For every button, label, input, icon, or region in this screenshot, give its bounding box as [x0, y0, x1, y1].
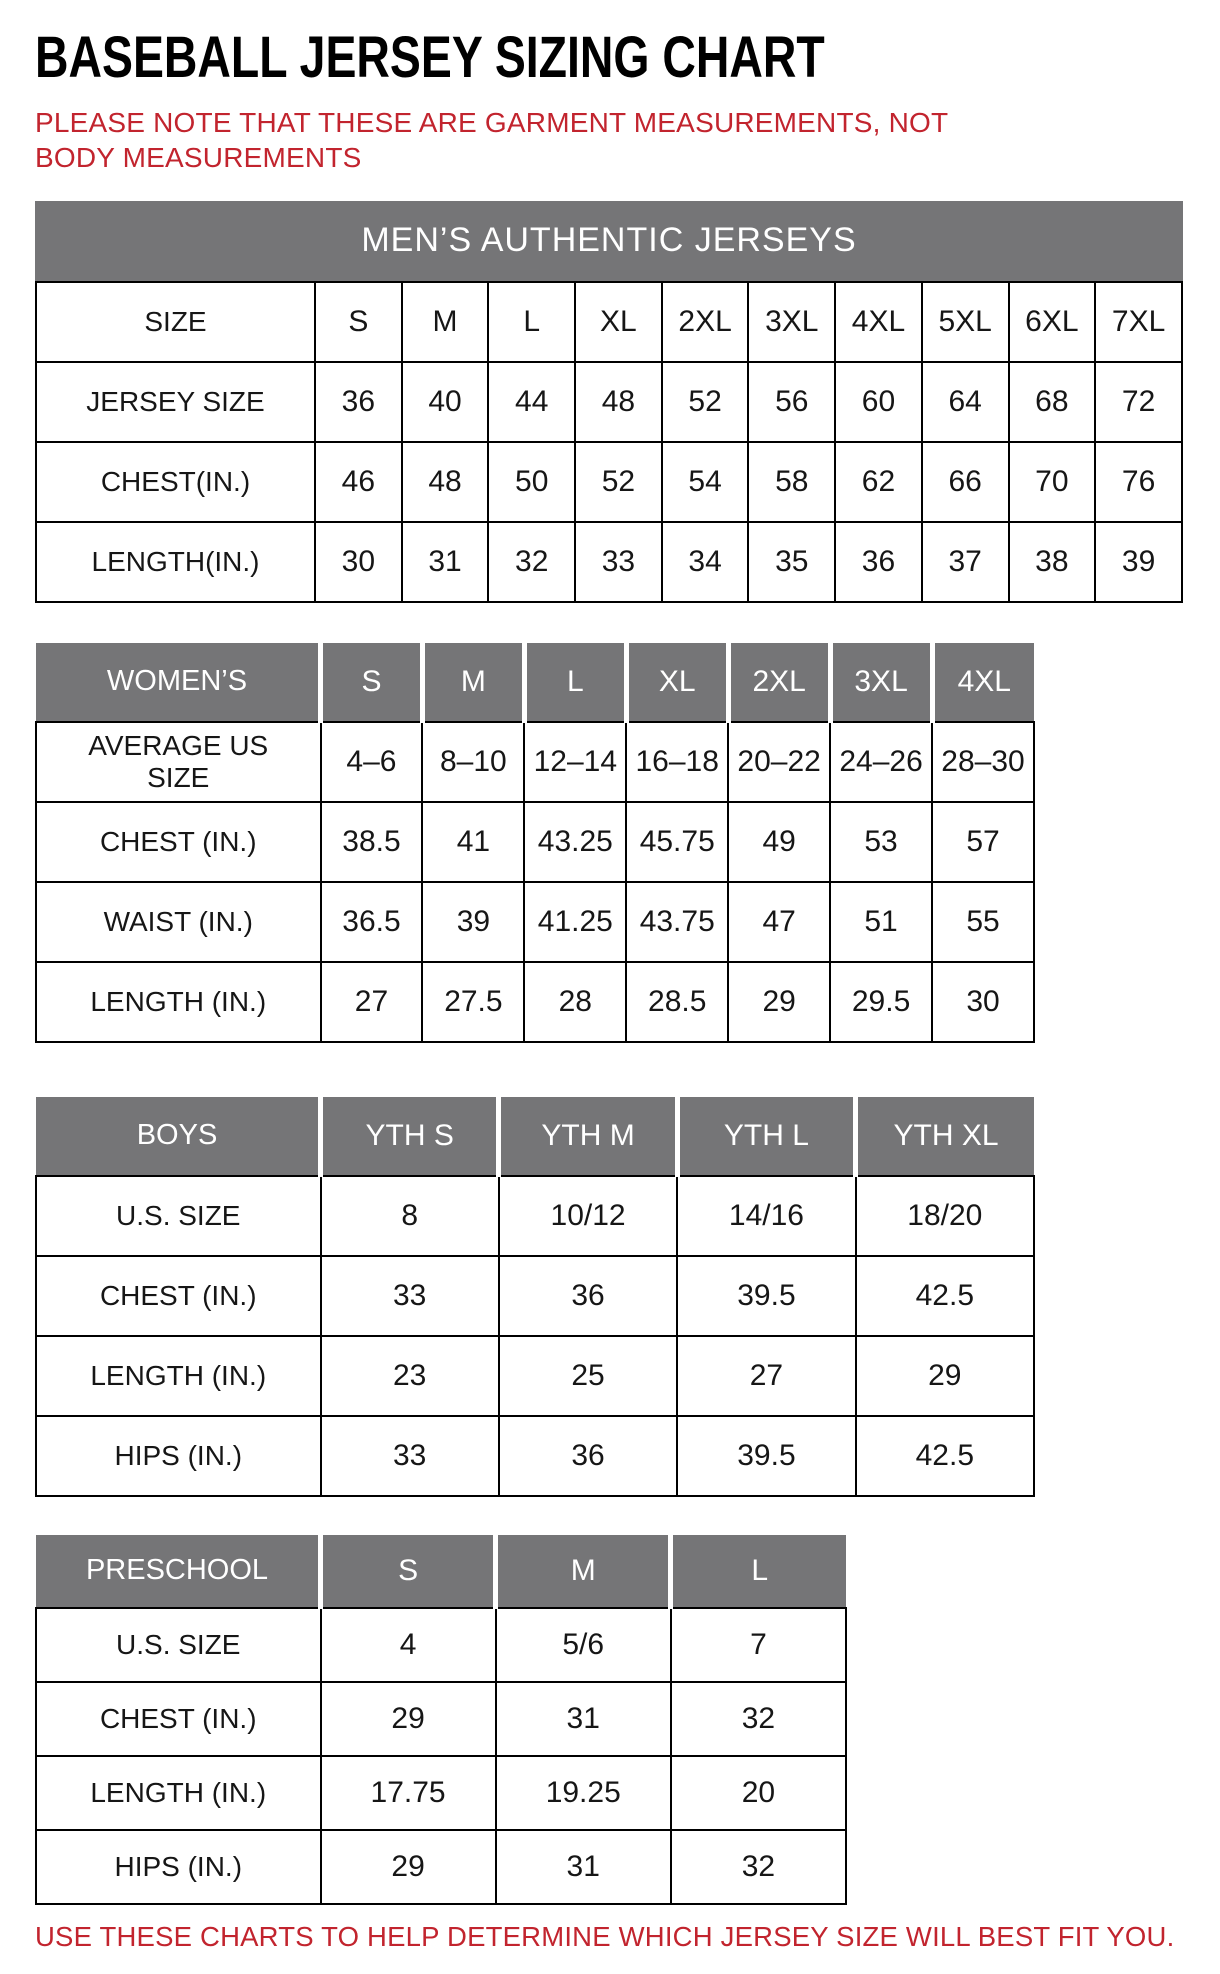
sizing-table — [35, 643, 1035, 1043]
table-row — [36, 1336, 1034, 1416]
header-size-cell: L — [671, 1535, 846, 1608]
value-cell: 20 — [671, 1756, 846, 1830]
value-cell: 30 — [932, 962, 1034, 1042]
table-header-row — [36, 643, 1034, 722]
row-label-cell: LENGTH (IN.) — [36, 1756, 321, 1830]
table-row — [36, 442, 1182, 522]
value-cell: 32 — [671, 1682, 846, 1756]
header-size-cell: XL — [626, 643, 728, 722]
value-cell: 4–6 — [321, 722, 423, 802]
sizing-table — [35, 281, 1183, 603]
value-cell: 29 — [321, 1830, 496, 1904]
value-cell: 8–10 — [422, 722, 524, 802]
header-size-cell: M — [422, 643, 524, 722]
value-cell: 28.5 — [626, 962, 728, 1042]
preschool-sizing-table — [35, 1535, 1185, 1905]
value-cell: 36 — [835, 522, 922, 602]
value-cell: 27 — [677, 1336, 855, 1416]
value-cell: 23 — [321, 1336, 499, 1416]
value-cell: S — [315, 282, 402, 362]
value-cell: 49 — [728, 802, 830, 882]
value-cell: 25 — [499, 1336, 677, 1416]
row-label-cell: LENGTH(IN.) — [36, 522, 315, 602]
header-size-cell: 2XL — [728, 643, 830, 722]
sizing-table — [35, 1535, 847, 1905]
value-cell: 29 — [728, 962, 830, 1042]
header-size-cell: M — [496, 1535, 671, 1608]
value-cell: 38 — [1009, 522, 1096, 602]
value-cell: 19.25 — [496, 1756, 671, 1830]
value-cell: 38.5 — [321, 802, 423, 882]
row-label-cell: JERSEY SIZE — [36, 362, 315, 442]
value-cell: 46 — [315, 442, 402, 522]
garment-measurements-note: PLEASE NOTE THAT THESE ARE GARMENT MEASUREMENTS, NOT BODY MEASUREMENTS — [35, 106, 948, 173]
value-cell: 8 — [321, 1176, 499, 1256]
value-cell: 36 — [499, 1416, 677, 1496]
table-row — [36, 1756, 846, 1830]
value-cell: 40 — [402, 362, 489, 442]
row-label-cell: WAIST (IN.) — [36, 882, 321, 962]
table-row — [36, 882, 1034, 962]
value-cell: 68 — [1009, 362, 1096, 442]
value-cell: 72 — [1095, 362, 1182, 442]
header-size-cell: 4XL — [932, 643, 1034, 722]
value-cell: 36.5 — [321, 882, 423, 962]
value-cell: 33 — [321, 1256, 499, 1336]
value-cell: 18/20 — [856, 1176, 1034, 1256]
row-label-cell: LENGTH (IN.) — [36, 1336, 321, 1416]
value-cell: 52 — [662, 362, 749, 442]
header-label-cell: WOMEN’S — [36, 643, 321, 722]
value-cell: 47 — [728, 882, 830, 962]
value-cell: 56 — [748, 362, 835, 442]
header-size-cell: S — [321, 1535, 496, 1608]
value-cell: 62 — [835, 442, 922, 522]
table-row — [36, 282, 1182, 362]
row-label-cell: CHEST(IN.) — [36, 442, 315, 522]
value-cell: L — [488, 282, 575, 362]
table-row — [36, 1830, 846, 1904]
header-size-cell: 3XL — [830, 643, 932, 722]
value-cell: 29.5 — [830, 962, 932, 1042]
value-cell: 31 — [496, 1830, 671, 1904]
value-cell: 66 — [922, 442, 1009, 522]
value-cell: 16–18 — [626, 722, 728, 802]
value-cell: 55 — [932, 882, 1034, 962]
row-label-cell: CHEST (IN.) — [36, 802, 321, 882]
value-cell: 14/16 — [677, 1176, 855, 1256]
row-label-cell: CHEST (IN.) — [36, 1682, 321, 1756]
value-cell: 7XL — [1095, 282, 1182, 362]
value-cell: 52 — [575, 442, 662, 522]
row-label-cell: U.S. SIZE — [36, 1608, 321, 1682]
value-cell: 57 — [932, 802, 1034, 882]
value-cell: 29 — [856, 1336, 1034, 1416]
value-cell: 48 — [402, 442, 489, 522]
header-size-cell: YTH L — [677, 1097, 855, 1176]
mens-sizing-table — [35, 201, 1185, 603]
value-cell: 43.25 — [524, 802, 626, 882]
value-cell: 30 — [315, 522, 402, 602]
value-cell: 45.75 — [626, 802, 728, 882]
value-cell: 64 — [922, 362, 1009, 442]
value-cell: 41.25 — [524, 882, 626, 962]
value-cell: 4XL — [835, 282, 922, 362]
value-cell: 44 — [488, 362, 575, 442]
header-label-cell: BOYS — [36, 1097, 321, 1176]
value-cell: 50 — [488, 442, 575, 522]
value-cell: 41 — [422, 802, 524, 882]
value-cell: 28 — [524, 962, 626, 1042]
table-row — [36, 722, 1034, 802]
value-cell: 32 — [488, 522, 575, 602]
value-cell: 27.5 — [422, 962, 524, 1042]
table-row — [36, 962, 1034, 1042]
table-header-row — [36, 1097, 1034, 1176]
value-cell: XL — [575, 282, 662, 362]
value-cell: 42.5 — [856, 1416, 1034, 1496]
value-cell: 31 — [496, 1682, 671, 1756]
table-row — [36, 1416, 1034, 1496]
value-cell: 70 — [1009, 442, 1096, 522]
value-cell: 32 — [671, 1830, 846, 1904]
sizing-table — [35, 1097, 1035, 1497]
table-row — [36, 1256, 1034, 1336]
value-cell: 48 — [575, 362, 662, 442]
row-label-cell: HIPS (IN.) — [36, 1830, 321, 1904]
value-cell: 5/6 — [496, 1608, 671, 1682]
value-cell: 28–30 — [932, 722, 1034, 802]
header-size-cell: S — [321, 643, 423, 722]
table-row — [36, 522, 1182, 602]
value-cell: 39.5 — [677, 1416, 855, 1496]
value-cell: M — [402, 282, 489, 362]
value-cell: 24–26 — [830, 722, 932, 802]
table-banner: MEN’S AUTHENTIC JERSEYS — [35, 201, 1183, 281]
value-cell: 27 — [321, 962, 423, 1042]
value-cell: 53 — [830, 802, 932, 882]
value-cell: 7 — [671, 1608, 846, 1682]
fit-advice-footer: USE THESE CHARTS TO HELP DETERMINE WHICH JERSEY SIZE WILL BEST FIT YOU. — [35, 1920, 1175, 1952]
value-cell: 10/12 — [499, 1176, 677, 1256]
value-cell: 33 — [575, 522, 662, 602]
value-cell: 36 — [315, 362, 402, 442]
boys-sizing-table — [35, 1097, 1185, 1497]
row-label-cell: SIZE — [36, 282, 315, 362]
value-cell: 43.75 — [626, 882, 728, 962]
value-cell: 20–22 — [728, 722, 830, 802]
header-label-cell: PRESCHOOL — [36, 1535, 321, 1608]
value-cell: 17.75 — [321, 1756, 496, 1830]
value-cell: 51 — [830, 882, 932, 962]
table-row — [36, 1608, 846, 1682]
value-cell: 54 — [662, 442, 749, 522]
womens-sizing-table — [35, 643, 1185, 1043]
table-row — [36, 1176, 1034, 1256]
value-cell: 35 — [748, 522, 835, 602]
table-row — [36, 802, 1034, 882]
header-size-cell: YTH M — [499, 1097, 677, 1176]
value-cell: 42.5 — [856, 1256, 1034, 1336]
value-cell: 33 — [321, 1416, 499, 1496]
page-title: BASEBALL JERSEY SIZING CHART — [35, 25, 825, 90]
value-cell: 37 — [922, 522, 1009, 602]
value-cell: 39 — [422, 882, 524, 962]
value-cell: 39 — [1095, 522, 1182, 602]
value-cell: 39.5 — [677, 1256, 855, 1336]
value-cell: 76 — [1095, 442, 1182, 522]
header-size-cell: L — [524, 643, 626, 722]
value-cell: 12–14 — [524, 722, 626, 802]
table-row — [36, 362, 1182, 442]
value-cell: 34 — [662, 522, 749, 602]
row-label-cell: CHEST (IN.) — [36, 1256, 321, 1336]
value-cell: 4 — [321, 1608, 496, 1682]
value-cell: 2XL — [662, 282, 749, 362]
value-cell: 5XL — [922, 282, 1009, 362]
row-label-cell: HIPS (IN.) — [36, 1416, 321, 1496]
row-label-cell: LENGTH (IN.) — [36, 962, 321, 1042]
row-label-cell: U.S. SIZE — [36, 1176, 321, 1256]
value-cell: 6XL — [1009, 282, 1096, 362]
table-header-row — [36, 1535, 846, 1608]
value-cell: 36 — [499, 1256, 677, 1336]
header-size-cell: YTH XL — [856, 1097, 1034, 1176]
value-cell: 29 — [321, 1682, 496, 1756]
value-cell: 31 — [402, 522, 489, 602]
table-row — [36, 1682, 846, 1756]
value-cell: 58 — [748, 442, 835, 522]
header-size-cell: YTH S — [321, 1097, 499, 1176]
value-cell: 3XL — [748, 282, 835, 362]
value-cell: 60 — [835, 362, 922, 442]
row-label-cell: AVERAGE US SIZE — [36, 722, 321, 802]
